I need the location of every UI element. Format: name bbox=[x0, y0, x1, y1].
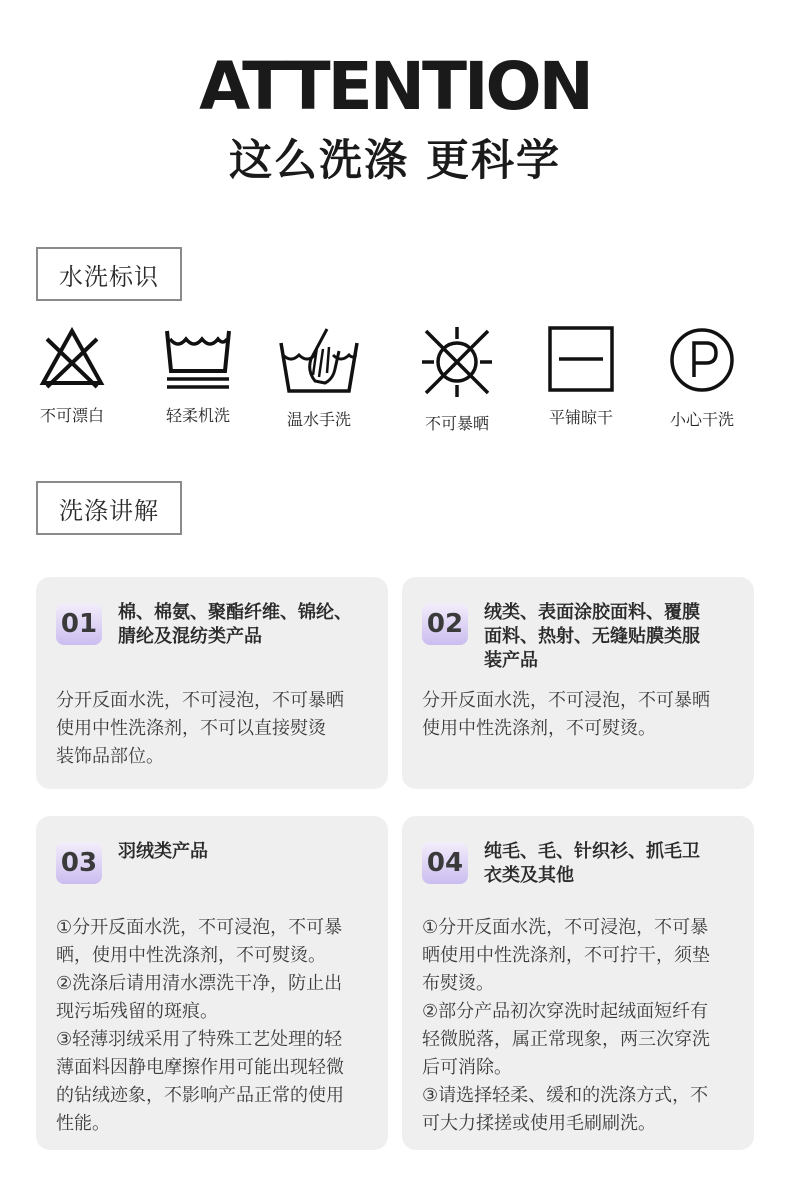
page-subtitle: 这么洗涤 更科学 bbox=[229, 136, 561, 186]
card-body-line: 分开反面水洗，不可浸泡，不可暴晒 bbox=[56, 690, 344, 711]
section-title-care-symbols: 水洗标识 bbox=[36, 247, 182, 301]
card-body-line: ③轻薄羽绒采用了特殊工艺处理的轻 bbox=[56, 1029, 343, 1050]
card-title-line: 棉、棉氨、聚酯纤维、锦纶、 bbox=[118, 602, 352, 623]
symbol-label: 不可暴晒 bbox=[424, 414, 489, 433]
card-number-badge: 01 bbox=[56, 603, 102, 645]
symbol-label: 温水手洗 bbox=[286, 410, 351, 429]
card-body-line: 分开反面水洗，不可浸泡，不可暴晒 bbox=[422, 690, 710, 711]
card-title-line: 羽绒类产品 bbox=[118, 841, 208, 862]
care-card-04 bbox=[402, 816, 754, 1150]
card-body-line: 晒使用中性洗涤剂，不可拧干，须垫 bbox=[422, 945, 710, 966]
card-body-line: 使用中性洗涤剂，不可熨烫。 bbox=[422, 718, 656, 739]
card-body-line: 性能。 bbox=[56, 1113, 110, 1134]
care-card-03 bbox=[36, 816, 388, 1150]
symbol-no-sun-dry bbox=[402, 325, 512, 434]
card-title-line: 腈纶及混纺类产品 bbox=[118, 626, 262, 647]
card-number-badge: 04 bbox=[422, 842, 468, 884]
no-bleach-icon bbox=[39, 325, 105, 391]
care-card-02 bbox=[402, 577, 754, 789]
card-title-line: 绒类、表面涂胶面料、覆膜 bbox=[484, 602, 700, 623]
symbol-label: 轻柔机洗 bbox=[165, 406, 230, 425]
card-body bbox=[56, 914, 376, 1138]
card-number-badge: 02 bbox=[422, 603, 468, 645]
card-body-line: ①分开反面水洗，不可浸泡，不可暴 bbox=[56, 917, 343, 938]
card-title-line: 装产品 bbox=[484, 650, 538, 671]
card-body-line: ①分开反面水洗，不可浸泡，不可暴 bbox=[422, 917, 709, 938]
card-body-line: 轻微脱落，属正常现象，两三次穿洗 bbox=[422, 1029, 710, 1050]
care-symbols-row bbox=[0, 325, 790, 445]
symbol-label: 不可漂白 bbox=[39, 406, 104, 425]
symbol-gentle-machine-wash bbox=[143, 325, 253, 426]
card-body-line: ③请选择轻柔、缓和的洗涤方式，不 bbox=[422, 1085, 709, 1106]
symbol-label: 平铺晾干 bbox=[548, 408, 613, 427]
card-title-line: 纯毛、毛、针织衫、抓毛卫 bbox=[484, 841, 700, 862]
card-body-line: 薄面料因静电摩擦作用可能出现轻微 bbox=[56, 1057, 344, 1078]
symbol-no-bleach bbox=[17, 325, 127, 426]
section-title-washing-guide: 洗涤讲解 bbox=[36, 481, 182, 535]
card-body-line: ②部分产品初次穿洗时起绒面短纤有 bbox=[422, 1001, 709, 1022]
care-card-01 bbox=[36, 577, 388, 789]
symbol-hand-wash bbox=[264, 325, 374, 430]
card-body-line: 布熨烫。 bbox=[422, 973, 494, 994]
card-body-line: 装饰品部位。 bbox=[56, 746, 164, 767]
dry-clean-icon bbox=[667, 325, 737, 395]
card-body-line: 晒，使用中性洗涤剂，不可熨烫。 bbox=[56, 945, 326, 966]
card-title bbox=[484, 601, 740, 673]
no-sun-dry-icon bbox=[420, 325, 494, 399]
gentle-machine-wash-icon bbox=[163, 325, 233, 391]
card-body bbox=[422, 687, 742, 743]
card-body bbox=[56, 687, 376, 771]
card-body-line: ②洗涤后请用清水漂洗干净，防止出 bbox=[56, 973, 343, 994]
symbol-dry-clean bbox=[647, 325, 757, 430]
card-body-line: 后可消除。 bbox=[422, 1057, 512, 1078]
page-title: ATTENTION bbox=[199, 48, 591, 125]
card-body-line: 可大力揉搓或使用毛刷刷洗。 bbox=[422, 1113, 656, 1134]
card-number-badge: 03 bbox=[56, 842, 102, 884]
card-title bbox=[118, 840, 374, 864]
card-body-line: 使用中性洗涤剂，不可以直接熨烫 bbox=[56, 718, 326, 739]
card-body-line: 的钻绒迹象，不影响产品正常的使用 bbox=[56, 1085, 344, 1106]
dry-flat-icon bbox=[547, 325, 615, 393]
card-body bbox=[422, 914, 742, 1138]
symbol-dry-flat bbox=[526, 325, 636, 428]
card-title bbox=[118, 601, 374, 649]
card-title-line: 面料、热射、无缝贴膜类服 bbox=[484, 626, 700, 647]
card-body-line: 现污垢残留的斑痕。 bbox=[56, 1001, 218, 1022]
symbol-label: 小心干洗 bbox=[669, 410, 734, 429]
hand-wash-icon bbox=[277, 325, 361, 395]
card-title-line: 衣类及其他 bbox=[484, 865, 574, 886]
card-title bbox=[484, 840, 740, 888]
